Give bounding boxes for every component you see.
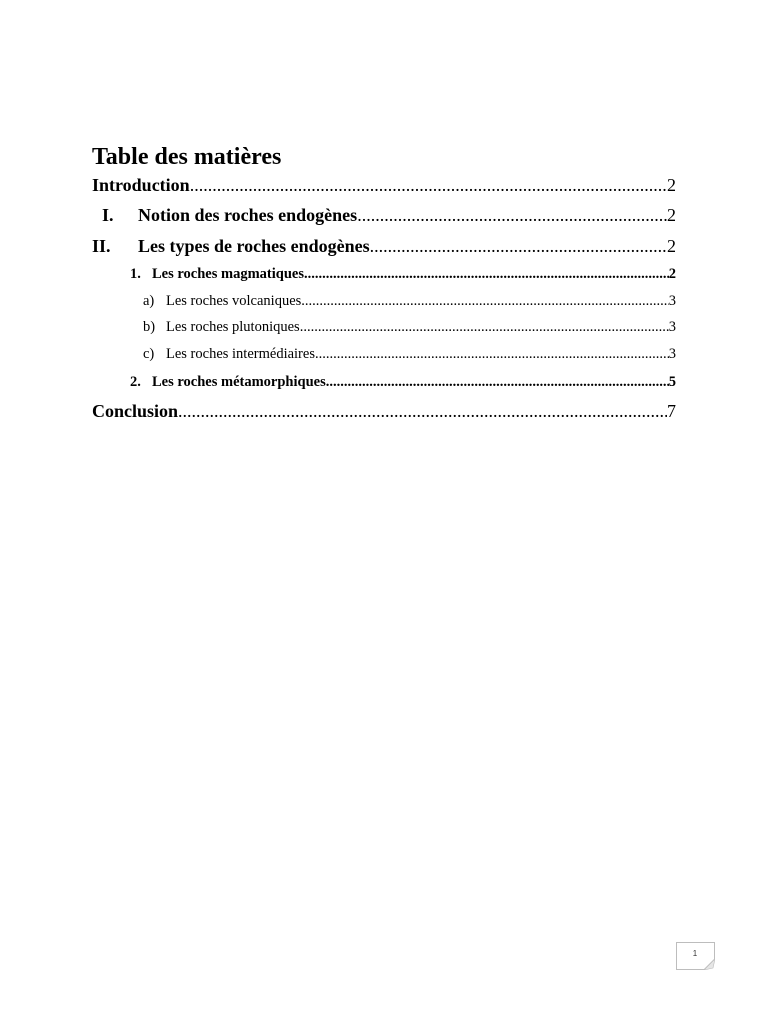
toc-entry-number: a) [143, 293, 155, 309]
toc-entry-notion[interactable] [92, 204, 676, 226]
toc-dot-leader [304, 265, 669, 283]
toc-entry-label: Introduction [92, 175, 190, 195]
toc-entry-page: 3 [668, 346, 676, 362]
toc-entry-volcaniques[interactable] [143, 292, 676, 310]
toc-dot-leader [300, 318, 669, 336]
toc-entry-label: Les types de roches endogènes [138, 236, 370, 256]
page-number: 1 [692, 949, 698, 958]
toc-entry-types[interactable] [92, 235, 676, 257]
toc-entry-number: 1. [130, 266, 141, 282]
toc-entry-number: I. [102, 205, 114, 225]
toc-entry-page: 2 [668, 266, 676, 282]
toc-dot-leader [190, 174, 667, 196]
toc-entry-page: 2 [667, 175, 676, 195]
toc-entry-page: 3 [668, 293, 676, 309]
toc-entry-conclusion[interactable] [92, 400, 676, 422]
toc-entry-magmatiques[interactable] [130, 265, 676, 283]
toc-entry-label: Les roches volcaniques [166, 293, 302, 309]
toc-entry-introduction[interactable] [92, 174, 676, 196]
toc-entry-page: 5 [668, 374, 676, 390]
toc-dot-leader [178, 400, 667, 422]
toc-entry-intermediaires[interactable] [143, 345, 676, 363]
toc-entry-page: 3 [668, 319, 676, 335]
toc-entry-label: Les roches magmatiques [152, 266, 304, 282]
toc-entry-label: Les roches intermédiaires [166, 346, 315, 362]
toc-entry-label: Les roches plutoniques [166, 319, 300, 335]
toc-dot-leader [315, 345, 669, 363]
toc-entry-label: Conclusion [92, 401, 179, 421]
toc-entry-page: 2 [667, 205, 676, 225]
toc-dot-leader [370, 235, 667, 257]
toc-title: Table des matières [92, 144, 282, 170]
toc-entry-page: 2 [667, 236, 676, 256]
toc-entry-number: b) [143, 319, 156, 335]
toc-entry-plutoniques[interactable] [143, 318, 676, 336]
page-curl-icon [703, 958, 715, 970]
toc-entry-page: 7 [667, 401, 676, 421]
toc-entry-label: Les roches métamorphiques [152, 374, 326, 390]
toc-entry-label: Notion des roches endogènes [138, 205, 358, 225]
toc-entry-number: c) [143, 346, 155, 362]
toc-entry-number: 2. [130, 374, 141, 390]
toc-entry-number: II. [92, 236, 111, 256]
toc-dot-leader [357, 204, 667, 226]
toc-entry-metamorphiques[interactable] [130, 373, 676, 391]
toc-dot-leader [326, 373, 669, 391]
toc-dot-leader [301, 292, 668, 310]
